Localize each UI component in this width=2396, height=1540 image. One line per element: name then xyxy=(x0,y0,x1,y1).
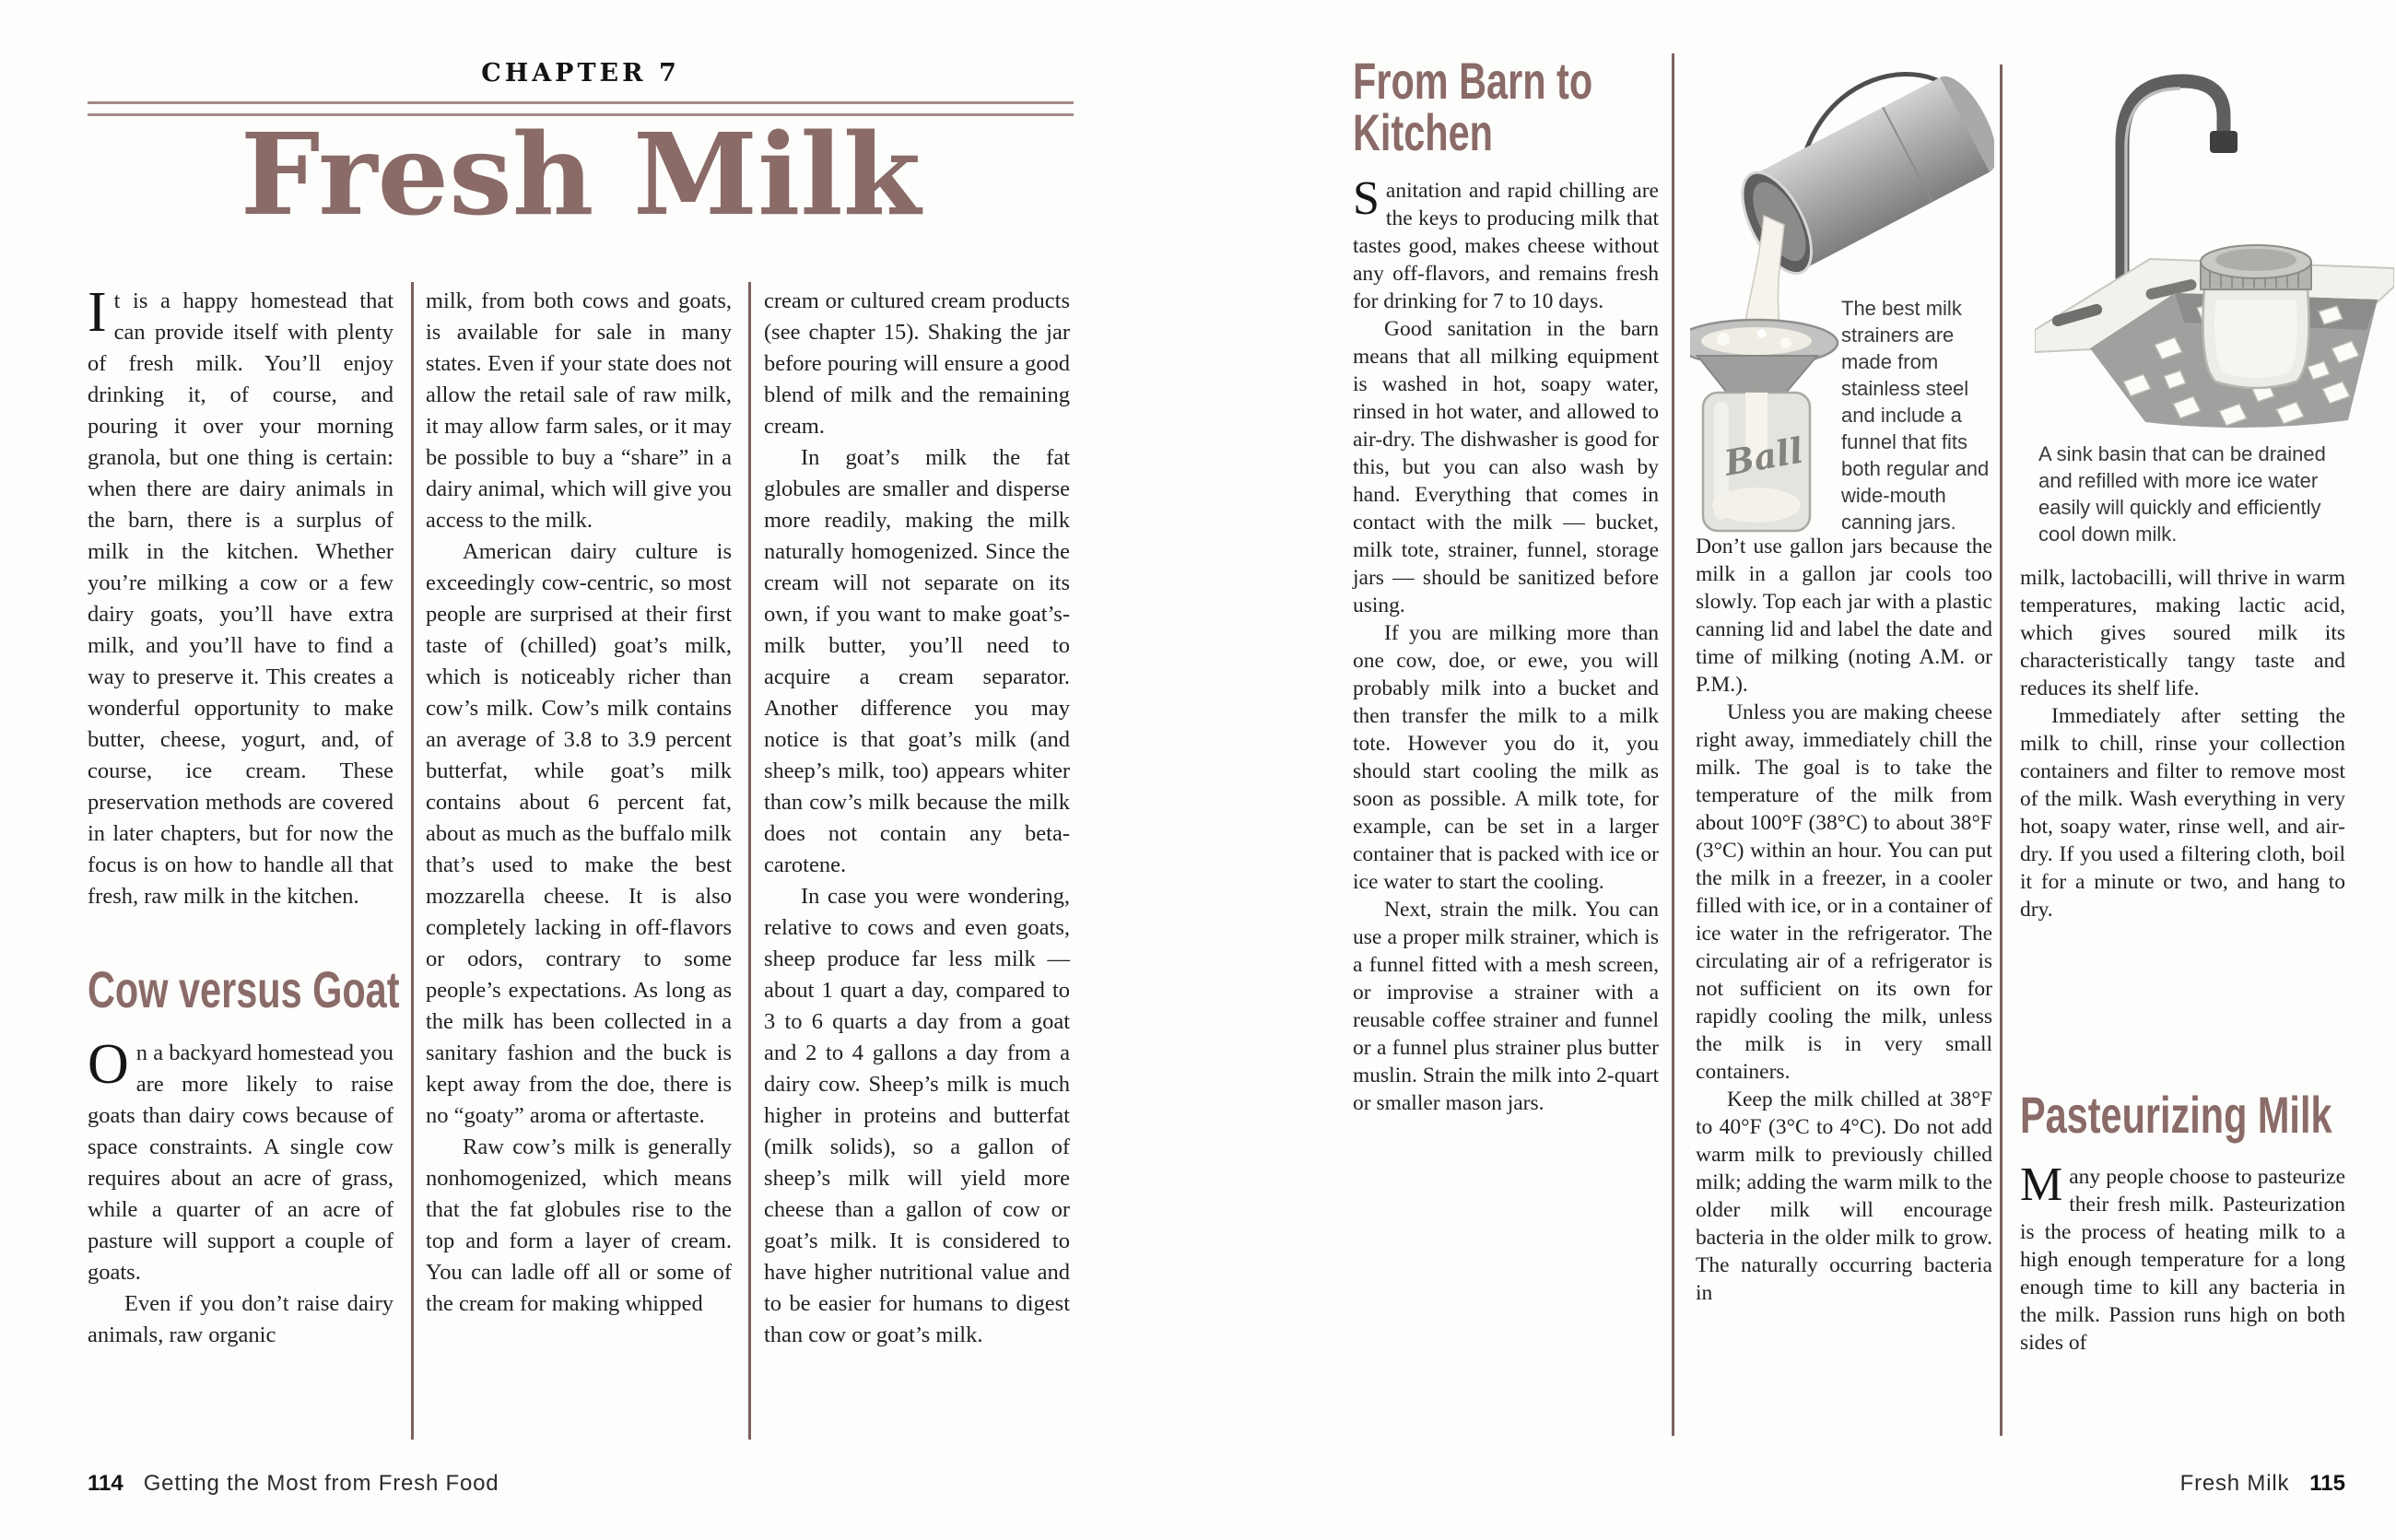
chilling-jar xyxy=(2201,245,2311,388)
drop-cap: M xyxy=(2020,1158,2063,1211)
paragraph: Don’t use gallon jars because the milk in a gallon jar cools too slowly. Top each jar with a plastic canning lid and label the date and time of milking (noting A.M. or P.M.). xyxy=(1696,535,1992,697)
paragraph xyxy=(2020,1158,2345,1357)
paragraph: Keep the milk chilled at 38°F to 40°F (3°C to 4°C). Do not add warm milk to previously chilled milk; adding the warm milk to the older milk will encourage bacteria in the older milk to grow. The naturally occurring bacteria in xyxy=(1696,1087,1992,1305)
paragraph xyxy=(88,281,393,912)
section-heading-cow-versus-goat: Cow versus Goat xyxy=(88,960,400,1018)
jar-brand-label: Ball xyxy=(1721,429,1806,484)
paragraph: Immediately after setting the milk to chill, rinse your collection containers and filter to remove most of the milk. Wash everything in very hot, soapy water, rinse well, and air-dry. If you used a filtering cloth, boil it for a minute or two, and hang to dry. xyxy=(2020,704,2345,922)
paragraph xyxy=(88,1033,393,1288)
paragraph: Raw cow’s milk is generally nonhomogenized, which means that the fat globules rise to the top and form a layer of cream. You can ladle off all or some of the cream for making whipped xyxy=(426,1134,732,1316)
paragraph-text: n a backyard homestead you are more likely to raise goats than dairy cows because of space constraints. A single cow requires about an acre of grass, while a quarter of an acre of pasture will support a couple of goats. xyxy=(88,1040,393,1285)
left-footer xyxy=(88,1471,499,1497)
sink-caption: A sink basin that can be drained and refilled with more ice water easily will quickly and efficiently cool down milk. xyxy=(2038,442,2326,546)
right-column-3 xyxy=(2020,564,2345,923)
running-title: Fresh Milk xyxy=(2179,1471,2290,1496)
column-divider xyxy=(2000,65,2003,1436)
paragraph: Even if you don’t raise dairy animals, raw organic xyxy=(88,1291,393,1347)
paragraph: milk, from both cows and goats, is available for sale in many states. Even if your state does not allow the retail sale of raw milk, it may allow farm sales, or it may be possible to buy a “share” in a dairy animal, which will give you access to the milk. xyxy=(426,288,732,533)
strainer-caption: The best milk strainers are made from stainless steel and include a funnel that fits both regular and wide-mouth canning jars. xyxy=(1841,297,1990,534)
paragraph xyxy=(1353,172,1659,315)
paragraph-text: t is a happy homestead that can provide itself with plenty of fresh milk. You’ll enjoy drinking it, of course, and pouring it over your morning granola, but one thing is certain: when there are dairy animals in the barn, there is a surplus of milk in the kitchen. Whether you’re milking a cow or a few dairy goats, you’ll have extra milk, and you’ll have to find a way to preserve it. This creates a wonderful opportunity to make butter, cheese, yogurt, and, of course, ice cream. These preservation methods are covered in later chapters, but for now the focus is on how to handle all that fresh, raw milk in the kitchen. xyxy=(88,288,393,909)
paragraph: Good sanitation in the barn means that all milking equipment is washed in hot, soapy water, rinsed in hot water, and allowed to air-dry. The dishwasher is good for this, but you can also wash by hand. Everything that comes in contact with the milk — bucket, milk tote, strainer, funnel, storage jars — should be sanitized before using. xyxy=(1353,317,1659,617)
drop-cap: S xyxy=(1353,172,1380,225)
drop-cap: O xyxy=(88,1033,129,1096)
section-heading-from-barn-to-kitchen: From Barn to Kitchen xyxy=(1353,52,1593,161)
paragraph: In goat’s milk the fat globules are smaller and disperse more readily, making the milk naturally homogenized. Since the cream will not separate on its own, if you want to make goat’s-milk butter, you’ll need to acquire a cream separator. Another difference you may notice is that goat’s milk (and sheep’s milk, too) appears whiter than cow’s milk because the milk does not contain any beta-carotene. xyxy=(764,445,1070,877)
chapter-label: CHAPTER 7 xyxy=(481,59,680,88)
milk-in-jar xyxy=(1712,488,1801,523)
paragraph: cream or cultured cream products (see chapter 15). Shaking the jar before pouring will ensure a good blend of milk and the remaining cream. xyxy=(764,288,1070,439)
paragraph: If you are milking more than one cow, doe, or ewe, you will probably milk into a bucket and then transfer the milk to a milk tote. However you do it, you should start cooling the milk as soon as possible. A milk tote, for example, can be set in a larger container that is packed with ice or ice water to start the cooling. xyxy=(1353,621,1659,894)
section-heading-pasteurizing-milk: Pasteurizing Milk xyxy=(2020,1086,2332,1144)
right-column-1 xyxy=(1353,172,1659,1117)
mason-jar xyxy=(1703,393,1810,531)
paragraph-text: any people choose to pasteurize their fresh milk. Pasteurization is the process of heating milk to a high enough temperature for a long enough time to kill any bacteria in the milk. Passion runs high on both sides of xyxy=(2020,1165,2345,1355)
left-column-1-continued xyxy=(88,1033,393,1351)
paragraph-text: anitation and rapid chilling are the keys to producing milk that tastes good, makes cheese without any off-flavors, and remains fresh for drinking for 7 to 10 days. xyxy=(1353,179,1659,313)
sink-chilling-illustration xyxy=(2035,24,2394,434)
milk-stream xyxy=(1744,216,1784,335)
running-title: Getting the Most from Fresh Food xyxy=(143,1471,499,1496)
column-divider xyxy=(748,282,751,1440)
paragraph: milk, lactobacilli, will thrive in warm temperatures, making lactic acid, which gives soured milk its characteristically tangy taste and reduces its shelf life. xyxy=(2020,566,2345,700)
left-column-1 xyxy=(88,281,393,912)
paragraph: Unless you are making cheese right away, immediately chill the milk. The goal is to take the temperature of the milk from about 100°F (38°C) to about 38°F (3°C) within an hour. You can put the milk in a freezer, in a cooler filled with ice, or in a container of ice water in the refrigerator. The circulating air of a refrigerator is not sufficient on its own for rapidly cooling the milk, unless the milk is in very small containers. xyxy=(1696,700,1992,1084)
column-divider xyxy=(1672,53,1674,1436)
paragraph: American dairy culture is exceedingly cow-centric, so most people are surprised at their first taste of (chilled) goat’s milk, which is noticeably richer than cow’s milk. Cow’s milk contains an average of 3.8 to 3.9 percent butterfat, while goat’s milk contains about 6 percent fat, about as much as the buffalo milk that’s used to make the best mozzarella cheese. It is also completely lacking in off-flavors or odors, contrary to some people’s expectations. As long as the milk has been collected in a sanitary fashion and the buck is kept away from the doe, there is no “goaty” aroma or aftertaste. xyxy=(426,539,732,1128)
drop-cap: I xyxy=(88,281,107,344)
paragraph: In case you were wondering, relative to cows and even goats, sheep produce far less milk — about 1 quart a day, compared to 3 to 6 quarts a day from a goat and 2 to 4 gallons a day from a dairy cow. Sheep’s milk is much higher in proteins and butterfat (milk solids), so a gallon of sheep’s milk will yield more cheese than a gallon of cow or goat’s milk. It is considered to have higher nutritional value and to be easier for humans to digest than cow or goat’s milk. xyxy=(764,884,1070,1347)
page-number: 114 xyxy=(88,1471,123,1496)
paragraph: Next, strain the milk. You can use a proper milk strainer, which is a funnel fitted with a mesh screen, or improvise a strainer with a reusable coffee strainer and funnel or a funnel plus strainer plus butter muslin. Strain the milk into 2-quart or smaller mason jars. xyxy=(1353,898,1659,1115)
left-column-2 xyxy=(426,286,732,1320)
chapter-title: Fresh Milk xyxy=(240,108,922,241)
milk-strainer xyxy=(1690,320,1838,393)
right-footer xyxy=(1981,1471,2345,1497)
page-number: 115 xyxy=(2309,1471,2345,1496)
right-column-2 xyxy=(1696,533,1992,1307)
right-column-3-continued xyxy=(2020,1158,2345,1357)
left-column-3 xyxy=(764,286,1070,1351)
column-divider xyxy=(411,282,414,1440)
